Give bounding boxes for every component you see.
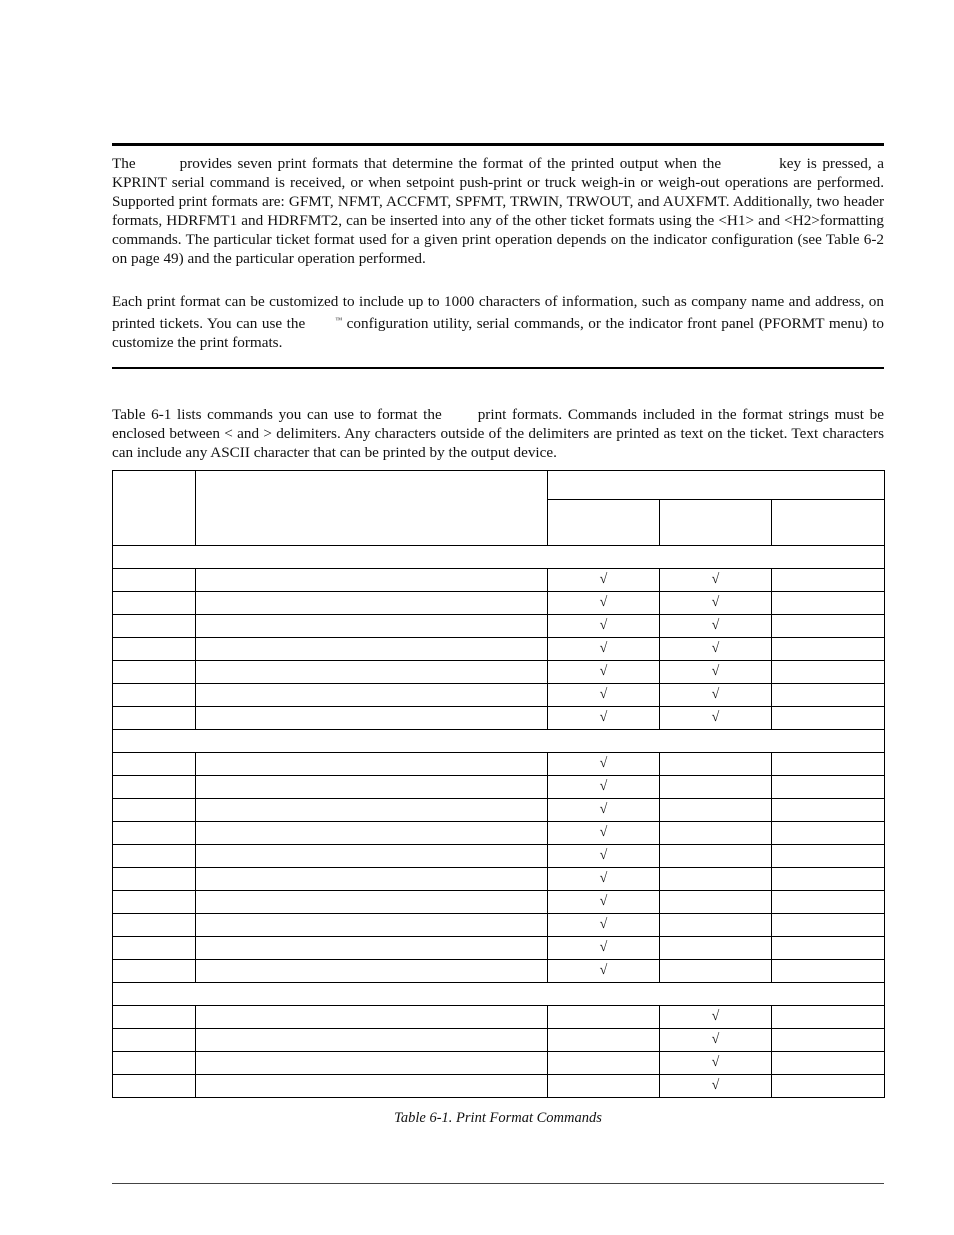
format-support-cell [772,891,885,914]
format-support-cell: √ [548,661,660,684]
command-cell [113,615,196,638]
format-support-cell [548,1052,660,1075]
description-cell [196,753,548,776]
table-row [113,868,885,891]
description-cell [196,845,548,868]
format-support-cell [772,914,885,937]
description-cell [196,615,548,638]
format-support-cell: √ [548,638,660,661]
description-cell [196,684,548,707]
print-format-commands-table [112,470,885,1098]
format-support-cell: √ [548,822,660,845]
header-supported-formats-cell [548,471,885,500]
format-support-cell [772,569,885,592]
command-cell [113,776,196,799]
command-cell [113,707,196,730]
format-support-cell [772,937,885,960]
section-rule [112,367,884,369]
format-support-cell: √ [548,960,660,983]
description-cell [196,891,548,914]
format-support-cell: √ [548,684,660,707]
format-support-cell [772,615,885,638]
table-row [113,914,885,937]
intro-paragraph-2: Each print format can be customized to include up to 1000 characters of information, such as company name and address, on printed tickets. You can use the ™ configuration utility, serial commands, or the indicator front panel (PFORMT menu) to customize the print formats. [112,293,884,351]
format-support-cell: √ [660,1029,772,1052]
description-cell [196,1006,548,1029]
format-support-cell: √ [548,937,660,960]
format-support-cell: √ [548,776,660,799]
format-support-cell: √ [660,707,772,730]
table-row [113,845,885,868]
format-support-cell [660,822,772,845]
command-cell [113,753,196,776]
format-support-cell: √ [660,684,772,707]
format-support-cell: √ [548,592,660,615]
table-header-row [113,471,885,500]
table-row [113,1052,885,1075]
format-support-cell [660,799,772,822]
format-support-cell: √ [548,707,660,730]
command-cell [113,661,196,684]
format-support-cell: √ [548,914,660,937]
table-row [113,569,885,592]
format-support-cell: √ [660,661,772,684]
format-support-cell [772,592,885,615]
format-support-cell: √ [660,1052,772,1075]
command-cell [113,684,196,707]
description-cell [196,707,548,730]
table-row [113,661,885,684]
format-support-cell: √ [548,753,660,776]
format-support-cell [660,776,772,799]
command-cell [113,638,196,661]
description-cell [196,937,548,960]
table-row [113,707,885,730]
description-cell [196,799,548,822]
format-support-cell [772,1029,885,1052]
table-row [113,960,885,983]
format-support-cell [772,822,885,845]
table-row [113,592,885,615]
format-support-cell: √ [660,592,772,615]
section-paragraph: Table 6-1 lists commands you can use to format the print formats. Commands included in the format strings must be enclosed between < and > delimiters. Any characters outside of the delimiters are printed as text on the ticket. Text characters can include any ASCII character that can be printed by the output device. [112,406,884,461]
command-cell [113,1006,196,1029]
command-cell [113,937,196,960]
format-support-cell [772,661,885,684]
top-rule [112,143,884,146]
table-row [113,822,885,845]
table-row [113,684,885,707]
format-support-cell [772,776,885,799]
table-row [113,799,885,822]
format-support-cell [660,753,772,776]
command-cell [113,1075,196,1098]
section-heading-cell [113,730,885,753]
table-section-row [113,546,885,569]
footer-rule [112,1183,884,1184]
section-heading-cell [113,983,885,1006]
format-support-cell: √ [548,868,660,891]
format-support-cell: √ [548,799,660,822]
format-support-cell [660,960,772,983]
description-cell [196,638,548,661]
format-support-cell [772,638,885,661]
format-support-cell [660,845,772,868]
format-support-cell: √ [548,845,660,868]
table-row [113,638,885,661]
description-cell [196,868,548,891]
format-support-cell: √ [660,1006,772,1029]
header-format-col-1 [548,500,660,546]
format-support-cell [772,799,885,822]
table-row [113,891,885,914]
format-support-cell: √ [660,638,772,661]
command-cell [113,845,196,868]
table-section-row [113,730,885,753]
description-cell [196,592,548,615]
format-support-cell: √ [660,615,772,638]
format-support-cell: √ [660,569,772,592]
format-support-cell [660,914,772,937]
format-support-cell [772,684,885,707]
format-support-cell: √ [548,615,660,638]
format-support-cell: √ [660,1075,772,1098]
description-cell [196,1029,548,1052]
format-support-cell [772,707,885,730]
format-support-cell [660,937,772,960]
table-row [113,1075,885,1098]
format-support-cell: √ [548,569,660,592]
header-format-col-2 [660,500,772,546]
format-support-cell [772,1052,885,1075]
format-support-cell [660,891,772,914]
table-caption: Table 6-1. Print Format Commands [394,1110,602,1126]
section-heading-cell [113,546,885,569]
format-support-cell [772,845,885,868]
description-cell [196,776,548,799]
header-description-cell [196,471,548,546]
command-cell [113,799,196,822]
format-support-cell [772,868,885,891]
command-cell [113,822,196,845]
description-cell [196,1075,548,1098]
format-support-cell [772,753,885,776]
description-cell [196,1052,548,1075]
format-support-cell [548,1006,660,1029]
format-support-cell [660,868,772,891]
table-row [113,1029,885,1052]
command-cell [113,891,196,914]
command-cell [113,569,196,592]
table-row [113,776,885,799]
command-cell [113,1029,196,1052]
format-support-cell [772,1006,885,1029]
format-support-cell [772,1075,885,1098]
format-support-cell [548,1029,660,1052]
table-section-row [113,983,885,1006]
format-support-cell [548,1075,660,1098]
header-format-col-3 [772,500,885,546]
format-support-cell: √ [548,891,660,914]
table-row [113,1006,885,1029]
command-cell [113,960,196,983]
format-support-cell [772,960,885,983]
header-command-cell [113,471,196,546]
table-row [113,615,885,638]
description-cell [196,914,548,937]
description-cell [196,822,548,845]
intro-paragraph-1: The provides seven print formats that determine the format of the printed output when the key is pressed, a KPRINT serial command is received, or when setpoint push-print or truck weigh-in or weigh-out operations are performed. Supported print formats are: GFMT, NFMT, ACCFMT, SPFMT, TRWIN, TRWOUT, and AUXFMT. Additionally, two header formats, HDRFMT1 and HDRFMT2, can be inserted into any of the other ticket formats using the <H1> and <H2>formatting commands. The particular ticket format used for a given print operation depends on the indicator configuration (see Table 6-2 on page 49) and the particular operation performed. [112,155,884,267]
command-cell [113,592,196,615]
table-row [113,753,885,776]
command-cell [113,868,196,891]
description-cell [196,960,548,983]
command-cell [113,914,196,937]
command-cell [113,1052,196,1075]
description-cell [196,569,548,592]
description-cell [196,661,548,684]
table-row [113,937,885,960]
